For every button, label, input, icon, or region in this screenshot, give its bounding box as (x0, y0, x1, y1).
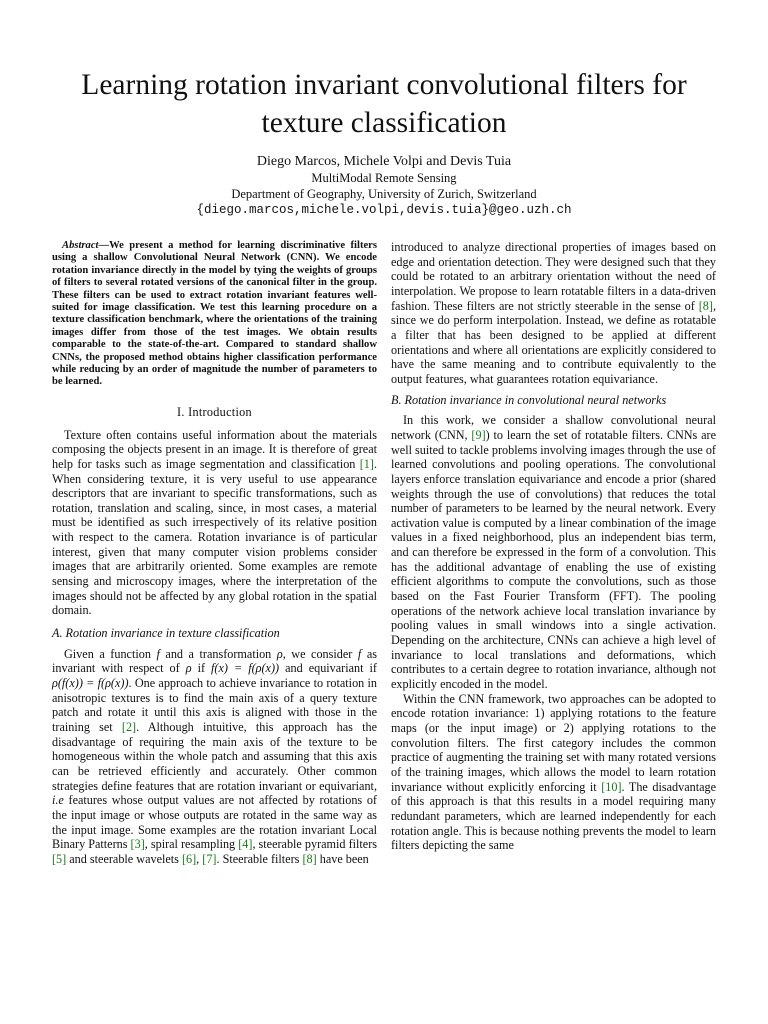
subsection-heading-a: A. Rotation invariance in texture classification (52, 626, 280, 641)
author-list: Diego Marcos, Michele Volpi and Devis Tuia (256, 154, 512, 169)
citation-link[interactable]: [10] (601, 779, 622, 794)
citation-link[interactable]: [8] (698, 298, 713, 313)
citation-link[interactable]: [5] (52, 851, 67, 866)
text-run: if (191, 661, 212, 676)
math-equation: ρ(f(x)) = f(ρ(x)) (52, 676, 129, 691)
citation-link[interactable]: [4] (238, 837, 253, 852)
text-run: In this work, we consider a shallow convolutional neural network (CNN, (391, 413, 716, 442)
abstract-lead: Abstract (62, 240, 99, 251)
abstract-text: —We present a method for learning discriminative filters using a shallow Convolutional Neural Network (CNN). We encode rotation invariance directly in the model by tying the weights of groups of filters to several rotated versions of the canonical filter in the group. These filters can be used to extract rotation invariant features well-suited for image classification. We test this learning procedure on a texture classification benchmark, where the orientations of the training images differ from those of the test images. We obtain results comparable to the state-of-the-art. Compared to standard shallow CNNs, the proposed method obtains higher classification performance while reducing by an order of magnitude the number of parameters to be learned. (52, 240, 377, 388)
intro-paragraph (52, 428, 377, 619)
section-b-paragraph-2 (391, 692, 716, 853)
affiliation-lab: MultiModal Remote Sensing (311, 171, 457, 185)
text-run: and equivariant if (279, 661, 377, 676)
citation-link[interactable]: [9] (471, 427, 486, 442)
right-column (391, 240, 716, 853)
citation-link[interactable]: [6] (181, 851, 197, 866)
text-run: and a transformation (159, 646, 277, 661)
author-emails: {diego.marcos,michele.volpi,devis.tuia}@geo.uzh.ch (196, 203, 572, 217)
text-run: as invariant with respect of (52, 646, 377, 676)
text-run: . When considering texture, it is very useful to use appearance descriptors that are invariant to specific transformations, such as rotation, translation and scaling, since, in most cases, a material must be identified as such irrespectively of its relative position with respect to the camera. Rotation invariance is of particular interest, given that many computer vision problems consider images that are arbitrarily oriented. Some examples are remote sensing and microscopy images, where the interpretation of the images should not be affected by any global rotation in the spatial domain. (52, 456, 377, 618)
citation-link[interactable]: [3] (130, 837, 145, 852)
text-run: have been (316, 851, 369, 866)
text-run: and steerable wavelets (66, 851, 182, 866)
math-symbol: ρ (185, 661, 192, 676)
text-run: , (196, 851, 203, 866)
text-run: , spiral resampling (144, 837, 239, 852)
citation-link[interactable]: [7] (202, 851, 217, 866)
emphasis-text: i.e (52, 793, 64, 808)
math-symbol: f (156, 646, 160, 661)
citation-link[interactable]: [8] (302, 851, 317, 866)
left-column (52, 240, 377, 867)
math-symbol: f (357, 646, 362, 661)
text-run: , since we do perform interpolation. Instead, we define as rotatable a filter that has been designed to be applied at different orientations and where all orientations are explicitly considered to have the same meaning and to contribute equivalently to the output features, what guarantees rotation equivariance. (391, 298, 716, 386)
citation-link[interactable]: [1] (359, 456, 374, 471)
text-run: . One approach to achieve invariance to rotation in anisotropic textures is to find the main axis of a query texture patch and rotate it until this axis is aligned with those in the training set (52, 676, 378, 734)
text-run: . Although intuitive, this approach has the disadvantage of requiring the main axis of the texture to be homogeneous within the whole patch and assuming that this axis can be retrieved efficiently and accurately. Other common strategies define features that are rotation invariant or equivariant, (52, 720, 377, 793)
text-run: ) to learn the set of rotatable filters. CNNs are well suited to tackle problems involving images through the use of learned convolutions and pooling operations. The convolutional layers enforce translation equivariance and encode a prior (shared weights through the use of convolutions) that reduces the total number of parameters to be learned by the neural network. Every activation value is computed by a linear combination of the image values in a fixed neighborhood, plus an independent bias term, and can therefore be expressed in the form of a convolution. This has the additional advantage of enabling the use of existing efficient algorithms to compute the convolutions, such as those based on the Fast Fourier Transform (FFT). The pooling operations of the network achieve local translation invariance by pooling values in small windows into a single activation. Depending on the architecture, CNNs can achieve a high level of invariance to local translations and deformations, which contributes to a certain degree to rotation invariance, although not explicitly encoded in the model. (391, 427, 716, 692)
math-symbol: ρ (276, 646, 283, 661)
section-a-paragraph (52, 647, 377, 867)
subsection-heading-b: B. Rotation invariance in convolutional neural networks (391, 392, 667, 407)
text-run: , we consider (282, 646, 358, 661)
text-run: . The disadvantage of this approach is that this results in a model requiring many redundant parameters, which are learned independently for each rotation angle. This is because nothing prevents the model to learn filters depicting the same (391, 779, 716, 853)
math-equation: f(x) = f(ρ(x)) (211, 661, 280, 676)
text-run: , steerable pyramid filters (252, 837, 377, 852)
section-heading-introduction: I. Introduction (177, 404, 252, 419)
text-run: Within the CNN framework, two approaches can be adopted to encode rotation invariance: 1) applying rotations to the feature maps (or the input image) or 2) applying rotations to the convolution filters. The first category includes the common practice of augmenting the training set with many rotated versions of the training images, which allows the model to learn rotation invariance without explicitly enforcing it (391, 691, 716, 794)
text-run: features whose output values are not affected by rotations of the input image or whose outputs are rotated in the same way as the input image. Some examples are the rotation invariant Local Binary Patterns (52, 793, 377, 852)
affiliation-department: Department of Geography, University of Zurich, Switzerland (231, 187, 537, 201)
text-run: Texture often contains useful information about the materials composing the objects present in an image. It is therefore of great help for tasks such as image segmentation and classification (52, 427, 377, 471)
paper-title: Learning rotation invariant convolutional filters for texture classification (81, 69, 687, 139)
section-b-paragraph-1 (391, 413, 716, 691)
citation-link[interactable]: [2] (121, 720, 137, 734)
continued-paragraph (391, 240, 716, 387)
text-run: Given a function (64, 646, 157, 661)
text-run: introduced to analyze directional properties of images based on edge and orientation detection. They were designed such that they could be rotated to an arbitrary orientation without the need of interpolation. We propose to learn rotatable filters in a data-driven fashion. These filters are not strictly steerable in the sense of (391, 240, 716, 313)
text-run: . Steerable filters (216, 851, 303, 866)
abstract (52, 240, 377, 389)
